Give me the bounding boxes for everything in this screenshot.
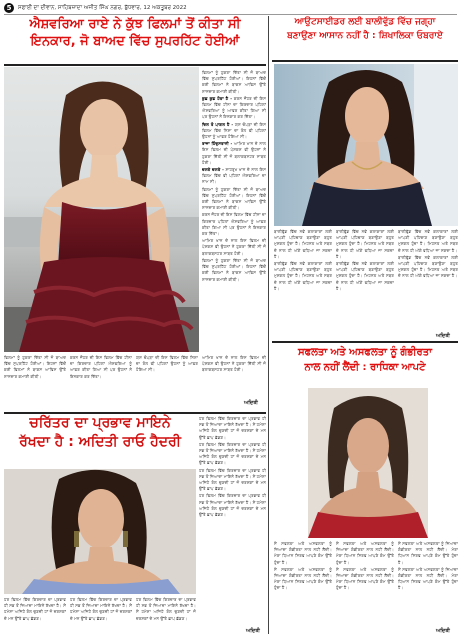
story3-paragraph: ਹਰ ਫਿਲਮ ਵਿੱਚ ਕਿਰਦਾਰ ਦਾ ਪ੍ਰਭਾਵ ਹੀ ਸਭ ਤੋਂ ਜ਼ਿਆਦਾ ਮਾਇਨੇ ਰੱਖਦਾ ਹੈ। ਮੈਂ ਹਮੇਸ਼ਾ ਅਜਿਹੇ ਰੋਲ ਚੁਣਦੀ ਹਾਂ ਜੋ ਦਰਸ਼ਕਾਂ ਦੇ ਮਨ ਉੱਤੇ ਛਾਪ ਛੱਡਣ। <box>70 597 132 621</box>
story3-paragraph: ਹਰ ਫਿਲਮ ਵਿੱਚ ਕਿਰਦਾਰ ਦਾ ਪ੍ਰਭਾਵ ਹੀ ਸਭ ਤੋਂ ਜ਼ਿਆਦਾ ਮਾਇਨੇ ਰੱਖਦਾ ਹੈ। ਮੈਂ ਹਮੇਸ਼ਾ ਅਜਿਹੇ ਰੋਲ ਚੁਣਦੀ ਹਾਂ ਜੋ ਦਰਸ਼ਕਾਂ ਦੇ ਮਨ ਉੱਤੇ ਛਾਪ ਛੱਡਣ। <box>199 416 266 440</box>
story1-text-bottom-4 <box>202 355 266 401</box>
story2-text-1 <box>274 229 332 339</box>
story1-paragraph: ਫਿਲਮਾਂ ਨੂੰ ਠੁਕਰਾ ਦਿੱਤਾ ਸੀ ਜੋ ਬਾਅਦ ਵਿੱਚ ਸੁਪਰਹਿੱਟ ਹੋਈਆਂ। ਇਹਨਾਂ ਵਿੱਚੋਂ ਕਈ ਫਿਲਮਾਂ ਨੇ ਬਾਕਸ ਆਫਿਸ ਉੱਤੇ ਸ਼ਾਨਦਾਰ ਕਮਾਈ ਕੀਤੀ। <box>202 70 266 94</box>
story1-headline-line1: ਐਸ਼ਵਰਿਆ ਰਾਏ ਨੇ ਕੁੱਝ ਫਿਲਮਾਂ ਤੋਂ ਕੀਤਾ ਸੀ <box>29 17 241 32</box>
story3-paragraph: ਹਰ ਫਿਲਮ ਵਿੱਚ ਕਿਰਦਾਰ ਦਾ ਪ੍ਰਭਾਵ ਹੀ ਸਭ ਤੋਂ ਜ਼ਿਆਦਾ ਮਾਇਨੇ ਰੱਖਦਾ ਹੈ। ਮੈਂ ਹਮੇਸ਼ਾ ਅਜਿਹੇ ਰੋਲ ਚੁਣਦੀ ਹਾਂ ਜੋ ਦਰਸ਼ਕਾਂ ਦੇ ਮਨ ਉੱਤੇ ਛਾਪ ਛੱਡਣ। <box>4 597 66 621</box>
story1-headline <box>4 18 266 50</box>
story1-paragraph: ਫਿਲਮਾਂ ਨੂੰ ਠੁਕਰਾ ਦਿੱਤਾ ਸੀ ਜੋ ਬਾਅਦ ਵਿੱਚ ਸੁਪਰਹਿੱਟ ਹੋਈਆਂ। ਇਹਨਾਂ ਵਿੱਚੋਂ ਕਈ ਫਿਲਮਾਂ ਨੇ ਬਾਕਸ ਆਫਿਸ ਉੱਤੇ ਸ਼ਾਨਦਾਰ ਕਮਾਈ ਕੀਤੀ। <box>202 186 266 211</box>
story3-headline-line1: ਚਰਿੱਤਰ ਦਾ ਪ੍ਰਭਾਵ ਮਾਇਨੇ <box>29 415 171 431</box>
column-divider <box>268 16 269 634</box>
story1-headline-line2: ਇਨਕਾਰ, ਜੋ ਬਾਅਦ ਵਿੱਚ ਸੁਪਰਹਿੱਟ ਹੋਈਆਂ <box>30 34 240 50</box>
story3-text-bottom-3 <box>136 597 196 635</box>
story2-text-3 <box>398 229 458 333</box>
page-number: 5 <box>4 3 14 13</box>
story4-paragraph: ਮੈਂ ਸਫਲਤਾ ਅਤੇ ਅਸਫਲਤਾ ਨੂੰ ਜ਼ਿਆਦਾ ਗੰਭੀਰਤਾ ਨਾਲ ਨਹੀਂ ਲੈਂਦੀ। ਮੇਰਾ ਧਿਆਨ ਸਿਰਫ ਆਪਣੇ ਕੰਮ ਉੱਤੇ ਹੁੰਦਾ ਹੈ। <box>336 566 394 591</box>
story1-text-column <box>202 70 266 351</box>
story3-text-bottom-2 <box>70 597 132 635</box>
story1-text-bottom-2 <box>70 355 132 407</box>
story1-paragraph: ਕਰਨ ਜੌਹਰ ਦੀ ਇਸ ਫਿਲਮ ਵਿੱਚ ਟੀਨਾ ਦਾ ਕਿਰਦਾਰ ਪਹਿਲਾਂ ਐਸ਼ਵਰਿਆ ਨੂੰ ਆਫਰ ਕੀਤਾ ਗਿਆ ਸੀ ਪਰ ਉਹਨਾਂ ਨੇ ਇਨਕਾਰ ਕਰ ਦਿੱਤਾ। <box>202 95 266 120</box>
story1-subhead: ਦਿਲ ਤੋ ਪਾਗਲ ਹੈ - <box>202 121 234 127</box>
story4-paragraph: ਮੈਂ ਸਫਲਤਾ ਅਤੇ ਅਸਫਲਤਾ ਨੂੰ ਜ਼ਿਆਦਾ ਗੰਭੀਰਤਾ ਨਾਲ ਨਹੀਂ ਲੈਂਦੀ। ਮੇਰਾ ਧਿਆਨ ਸਿਰਫ ਆਪਣੇ ਕੰਮ ਉੱਤੇ ਹੁੰਦਾ ਹੈ। <box>398 566 458 591</box>
story4-text-1 <box>274 541 332 633</box>
story3-paragraph: ਹਰ ਫਿਲਮ ਵਿੱਚ ਕਿਰਦਾਰ ਦਾ ਪ੍ਰਭਾਵ ਹੀ ਸਭ ਤੋਂ ਜ਼ਿਆਦਾ ਮਾਇਨੇ ਰੱਖਦਾ ਹੈ। ਮੈਂ ਹਮੇਸ਼ਾ ਅਜਿਹੇ ਰੋਲ ਚੁਣਦੀ ਹਾਂ ਜੋ ਦਰਸ਼ਕਾਂ ਦੇ ਮਨ ਉੱਤੇ ਛਾਪ ਛੱਡਣ। <box>199 493 266 518</box>
story1-subhead: ਚਲਤੇ ਚਲਤੇ - <box>202 167 224 173</box>
story2-headline-line1: ਆਉਟਸਾਈਡਰ ਲਈ ਬਾਲੀਵੁੱਡ ਵਿੱਚ ਜਗ੍ਹਾ <box>294 17 436 27</box>
story1-paragraph: ਯਸ਼ ਚੋਪੜਾ ਦੀ ਇਸ ਫਿਲਮ ਵਿੱਚ ਨਿਸ਼ਾ ਦਾ ਰੋਲ ਵੀ ਪਹਿਲਾਂ ਉਹਨਾਂ ਨੂੰ ਆਫਰ ਹੋਇਆ ਸੀ। <box>136 355 198 373</box>
story2-paragraph: ਬਾਲੀਵੁੱਡ ਵਿੱਚ ਨਵੇਂ ਕਲਾਕਾਰਾਂ ਲਈ ਆਪਣੀ ਪਹਿਚਾਣ ਬਣਾਉਣਾ ਬਹੁਤ ਮੁਸ਼ਕਲ ਹੁੰਦਾ ਹੈ। ਮਿਹਨਤ ਅਤੇ ਸਬਰ ਦੇ ਨਾਲ ਹੀ ਅੱਗੇ ਵਧਿਆ ਜਾ ਸਕਦਾ ਹੈ। <box>398 254 458 279</box>
story1-byline: ਅਦਿਤੀ <box>244 400 258 406</box>
masthead <box>4 2 457 15</box>
story4-text-3 <box>398 541 458 627</box>
story1-paragraph: ਆਮਿਰ ਖਾਨ ਦੇ ਨਾਲ ਇਸ ਫਿਲਮ ਦੀ ਪੇਸ਼ਕਸ਼ ਵੀ ਉਹਨਾਂ ਨੇ ਠੁਕਰਾ ਦਿੱਤੀ ਸੀ ਜੋ ਬਲਾਕਬਸਟਰ ਸਾਬਤ ਹੋਈ। <box>202 141 266 165</box>
story4-rule-top <box>272 341 458 343</box>
story3-headline <box>4 416 196 451</box>
story4-paragraph: ਮੈਂ ਸਫਲਤਾ ਅਤੇ ਅਸਫਲਤਾ ਨੂੰ ਜ਼ਿਆਦਾ ਗੰਭੀਰਤਾ ਨਾਲ ਨਹੀਂ ਲੈਂਦੀ। ਮੇਰਾ ਧਿਆਨ ਸਿਰਫ ਆਪਣੇ ਕੰਮ ਉੱਤੇ ਹੁੰਦਾ ਹੈ। <box>274 566 332 591</box>
story1-text-bottom-1 <box>4 355 66 407</box>
story1-paragraph: ਕਰਨ ਜੌਹਰ ਦੀ ਇਸ ਫਿਲਮ ਵਿੱਚ ਟੀਨਾ ਦਾ ਕਿਰਦਾਰ ਪਹਿਲਾਂ ਐਸ਼ਵਰਿਆ ਨੂੰ ਆਫਰ ਕੀਤਾ ਗਿਆ ਸੀ ਪਰ ਉਹਨਾਂ ਨੇ ਇਨਕਾਰ ਕਰ ਦਿੱਤਾ। <box>70 355 132 379</box>
story4-headline-line2: ਨਾਲ ਨਹੀਂ ਲੈਂਦੀ : ਰਾਧਿਕਾ ਆਪਟੇ <box>304 362 426 373</box>
story4-headline <box>272 347 458 373</box>
story3-text-bottom-1 <box>4 597 66 635</box>
story4-paragraph: ਮੈਂ ਸਫਲਤਾ ਅਤੇ ਅਸਫਲਤਾ ਨੂੰ ਜ਼ਿਆਦਾ ਗੰਭੀਰਤਾ ਨਾਲ ਨਹੀਂ ਲੈਂਦੀ। ਮੇਰਾ ਧਿਆਨ ਸਿਰਫ ਆਪਣੇ ਕੰਮ ਉੱਤੇ ਹੁੰਦਾ ਹੈ। <box>274 541 332 565</box>
story3-paragraph: ਹਰ ਫਿਲਮ ਵਿੱਚ ਕਿਰਦਾਰ ਦਾ ਪ੍ਰਭਾਵ ਹੀ ਸਭ ਤੋਂ ਜ਼ਿਆਦਾ ਮਾਇਨੇ ਰੱਖਦਾ ਹੈ। ਮੈਂ ਹਮੇਸ਼ਾ ਅਜਿਹੇ ਰੋਲ ਚੁਣਦੀ ਹਾਂ ਜੋ ਦਰਸ਼ਕਾਂ ਦੇ ਮਨ ਉੱਤੇ ਛਾਪ ਛੱਡਣ। <box>136 597 196 621</box>
story2-paragraph: ਬਾਲੀਵੁੱਡ ਵਿੱਚ ਨਵੇਂ ਕਲਾਕਾਰਾਂ ਲਈ ਆਪਣੀ ਪਹਿਚਾਣ ਬਣਾਉਣਾ ਬਹੁਤ ਮੁਸ਼ਕਲ ਹੁੰਦਾ ਹੈ। ਮਿਹਨਤ ਅਤੇ ਸਬਰ ਦੇ ਨਾਲ ਹੀ ਅੱਗੇ ਵਧਿਆ ਜਾ ਸਕਦਾ ਹੈ। <box>336 229 394 259</box>
story1-subhead: ਕੁਛ ਕੁਛ ਹੋਤਾ ਹੈ - <box>202 95 233 101</box>
aditi-photo-image <box>4 469 196 594</box>
story3-paragraph: ਹਰ ਫਿਲਮ ਵਿੱਚ ਕਿਰਦਾਰ ਦਾ ਪ੍ਰਭਾਵ ਹੀ ਸਭ ਤੋਂ ਜ਼ਿਆਦਾ ਮਾਇਨੇ ਰੱਖਦਾ ਹੈ। ਮੈਂ ਹਮੇਸ਼ਾ ਅਜਿਹੇ ਰੋਲ ਚੁਣਦੀ ਹਾਂ ਜੋ ਦਰਸ਼ਕਾਂ ਦੇ ਮਨ ਉੱਤੇ ਛਾਪ ਛੱਡਣ। <box>199 467 266 492</box>
story1-paragraph: ਸ਼ਾਹਰੁਖ ਖਾਨ ਦੇ ਨਾਲ ਇਸ ਫਿਲਮ ਵਿੱਚ ਵੀ ਪਹਿਲਾਂ ਐਸ਼ਵਰਿਆ ਦਾ ਨਾਮ ਸੀ। <box>202 167 266 185</box>
story4-paragraph: ਮੈਂ ਸਫਲਤਾ ਅਤੇ ਅਸਫਲਤਾ ਨੂੰ ਜ਼ਿਆਦਾ ਗੰਭੀਰਤਾ ਨਾਲ ਨਹੀਂ ਲੈਂਦੀ। ਮੇਰਾ ਧਿਆਨ ਸਿਰਫ ਆਪਣੇ ਕੰਮ ਉੱਤੇ ਹੁੰਦਾ ਹੈ। <box>336 541 394 565</box>
story1-paragraph: ਕਰਨ ਜੌਹਰ ਦੀ ਇਸ ਫਿਲਮ ਵਿੱਚ ਟੀਨਾ ਦਾ ਕਿਰਦਾਰ ਪਹਿਲਾਂ ਐਸ਼ਵਰਿਆ ਨੂੰ ਆਫਰ ਕੀਤਾ ਗਿਆ ਸੀ ਪਰ ਉਹਨਾਂ ਨੇ ਇਨਕਾਰ ਕਰ ਦਿੱਤਾ। <box>202 212 266 237</box>
story2-paragraph: ਬਾਲੀਵੁੱਡ ਵਿੱਚ ਨਵੇਂ ਕਲਾਕਾਰਾਂ ਲਈ ਆਪਣੀ ਪਹਿਚਾਣ ਬਣਾਉਣਾ ਬਹੁਤ ਮੁਸ਼ਕਲ ਹੁੰਦਾ ਹੈ। ਮਿਹਨਤ ਅਤੇ ਸਬਰ ਦੇ ਨਾਲ ਹੀ ਅੱਗੇ ਵਧਿਆ ਜਾ ਸਕਦਾ ਹੈ। <box>274 229 332 259</box>
story3-headline-line2: ਰੱਖਦਾ ਹੈ : ਅਦਿਤੀ ਰਾਓ ਹੈਦਰੀ <box>19 434 181 451</box>
story2-byline: ਅਦਿਤੀ <box>436 333 450 339</box>
radhika-photo-image <box>308 388 428 538</box>
story2-paragraph: ਬਾਲੀਵੁੱਡ ਵਿੱਚ ਨਵੇਂ ਕਲਾਕਾਰਾਂ ਲਈ ਆਪਣੀ ਪਹਿਚਾਣ ਬਣਾਉਣਾ ਬਹੁਤ ਮੁਸ਼ਕਲ ਹੁੰਦਾ ਹੈ। ਮਿਹਨਤ ਅਤੇ ਸਬਰ ਦੇ ਨਾਲ ਹੀ ਅੱਗੇ ਵਧਿਆ ਜਾ ਸਕਦਾ ਹੈ। <box>336 261 394 291</box>
story2-paragraph: ਬਾਲੀਵੁੱਡ ਵਿੱਚ ਨਵੇਂ ਕਲਾਕਾਰਾਂ ਲਈ ਆਪਣੀ ਪਹਿਚਾਣ ਬਣਾਉਣਾ ਬਹੁਤ ਮੁਸ਼ਕਲ ਹੁੰਦਾ ਹੈ। ਮਿਹਨਤ ਅਤੇ ਸਬਰ ਦੇ ਨਾਲ ਹੀ ਅੱਗੇ ਵਧਿਆ ਜਾ ਸਕਦਾ ਹੈ। <box>398 229 458 253</box>
story1-subhead: ਰਾਜਾ ਹਿੰਦੁਸਤਾਨੀ - <box>202 141 233 147</box>
story4-byline: ਅਦਿਤੀ <box>436 628 450 634</box>
masthead-line: ਸਫਾਈ ਦਾ ਦੀਵਾਨ, ਸਾਹਿਬਜ਼ਾਦਾ ਅਜੀਤ ਸਿੰਘ ਨਗਰ, ਬੁੱਧਵਾਰ, 12 ਅਕਤੂਬਰ 2022 <box>18 4 187 11</box>
story2-text-2 <box>336 229 394 339</box>
story3-byline: ਅਦਿਤੀ <box>246 628 260 634</box>
story2-headline-line2: ਬਣਾਉਣਾ ਆਸਾਨ ਨਹੀਂ ਹੈ : ਸ਼ਿਖਾਲਿਕਾ ਓਬਰਾਏ <box>287 30 443 41</box>
story4-paragraph: ਮੈਂ ਸਫਲਤਾ ਅਤੇ ਅਸਫਲਤਾ ਨੂੰ ਜ਼ਿਆਦਾ ਗੰਭੀਰਤਾ ਨਾਲ ਨਹੀਂ ਲੈਂਦੀ। ਮੇਰਾ ਧਿਆਨ ਸਿਰਫ ਆਪਣੇ ਕੰਮ ਉੱਤੇ ਹੁੰਦਾ ਹੈ। <box>398 541 458 565</box>
story4-photo <box>308 388 428 538</box>
story2-paragraph: ਬਾਲੀਵੁੱਡ ਵਿੱਚ ਨਵੇਂ ਕਲਾਕਾਰਾਂ ਲਈ ਆਪਣੀ ਪਹਿਚਾਣ ਬਣਾਉਣਾ ਬਹੁਤ ਮੁਸ਼ਕਲ ਹੁੰਦਾ ਹੈ। ਮਿਹਨਤ ਅਤੇ ਸਬਰ ਦੇ ਨਾਲ ਹੀ ਅੱਗੇ ਵਧਿਆ ਜਾ ਸਕਦਾ ਹੈ। <box>274 261 332 291</box>
shivaleeka-photo-image <box>274 64 458 226</box>
story1-paragraph: ਯਸ਼ ਚੋਪੜਾ ਦੀ ਇਸ ਫਿਲਮ ਵਿੱਚ ਨਿਸ਼ਾ ਦਾ ਰੋਲ ਵੀ ਪਹਿਲਾਂ ਉਹਨਾਂ ਨੂੰ ਆਫਰ ਹੋਇਆ ਸੀ। <box>202 121 266 140</box>
story1-paragraph: ਆਮਿਰ ਖਾਨ ਦੇ ਨਾਲ ਇਸ ਫਿਲਮ ਦੀ ਪੇਸ਼ਕਸ਼ ਵੀ ਉਹਨਾਂ ਨੇ ਠੁਕਰਾ ਦਿੱਤੀ ਸੀ ਜੋ ਬਲਾਕਬਸਟਰ ਸਾਬਤ ਹੋਈ। <box>202 238 266 256</box>
story3-text-side <box>199 416 266 632</box>
story1-paragraph: ਆਮਿਰ ਖਾਨ ਦੇ ਨਾਲ ਇਸ ਫਿਲਮ ਦੀ ਪੇਸ਼ਕਸ਼ ਵੀ ਉਹਨਾਂ ਨੇ ਠੁਕਰਾ ਦਿੱਤੀ ਸੀ ਜੋ ਬਲਾਕਬਸਟਰ ਸਾਬਤ ਹੋਈ। <box>202 355 266 373</box>
story2-photo <box>274 64 458 226</box>
story2-headline <box>272 18 458 42</box>
story1-photo <box>4 67 199 352</box>
story3-rule-top <box>4 412 266 414</box>
story3-photo <box>4 469 196 594</box>
story3-paragraph: ਹਰ ਫਿਲਮ ਵਿੱਚ ਕਿਰਦਾਰ ਦਾ ਪ੍ਰਭਾਵ ਹੀ ਸਭ ਤੋਂ ਜ਼ਿਆਦਾ ਮਾਇਨੇ ਰੱਖਦਾ ਹੈ। ਮੈਂ ਹਮੇਸ਼ਾ ਅਜਿਹੇ ਰੋਲ ਚੁਣਦੀ ਹਾਂ ਜੋ ਦਰਸ਼ਕਾਂ ਦੇ ਮਨ ਉੱਤੇ ਛਾਪ ਛੱਡਣ। <box>199 441 266 466</box>
aishwarya-photo-image <box>4 67 199 352</box>
story1-paragraph: ਫਿਲਮਾਂ ਨੂੰ ਠੁਕਰਾ ਦਿੱਤਾ ਸੀ ਜੋ ਬਾਅਦ ਵਿੱਚ ਸੁਪਰਹਿੱਟ ਹੋਈਆਂ। ਇਹਨਾਂ ਵਿੱਚੋਂ ਕਈ ਫਿਲਮਾਂ ਨੇ ਬਾਕਸ ਆਫਿਸ ਉੱਤੇ ਸ਼ਾਨਦਾਰ ਕਮਾਈ ਕੀਤੀ। <box>202 257 266 282</box>
story4-headline-line1: ਸਫਲਤਾ ਅਤੇ ਅਸਫਲਤਾ ਨੂੰ ਗੰਭੀਰਤਾ <box>297 347 432 358</box>
story2-rule <box>272 60 458 62</box>
story1-rule <box>4 64 266 66</box>
story1-paragraph: ਫਿਲਮਾਂ ਨੂੰ ਠੁਕਰਾ ਦਿੱਤਾ ਸੀ ਜੋ ਬਾਅਦ ਵਿੱਚ ਸੁਪਰਹਿੱਟ ਹੋਈਆਂ। ਇਹਨਾਂ ਵਿੱਚੋਂ ਕਈ ਫਿਲਮਾਂ ਨੇ ਬਾਕਸ ਆਫਿਸ ਉੱਤੇ ਸ਼ਾਨਦਾਰ ਕਮਾਈ ਕੀਤੀ। <box>4 355 66 379</box>
story4-text-2 <box>336 541 394 633</box>
story1-text-bottom-3 <box>136 355 198 407</box>
